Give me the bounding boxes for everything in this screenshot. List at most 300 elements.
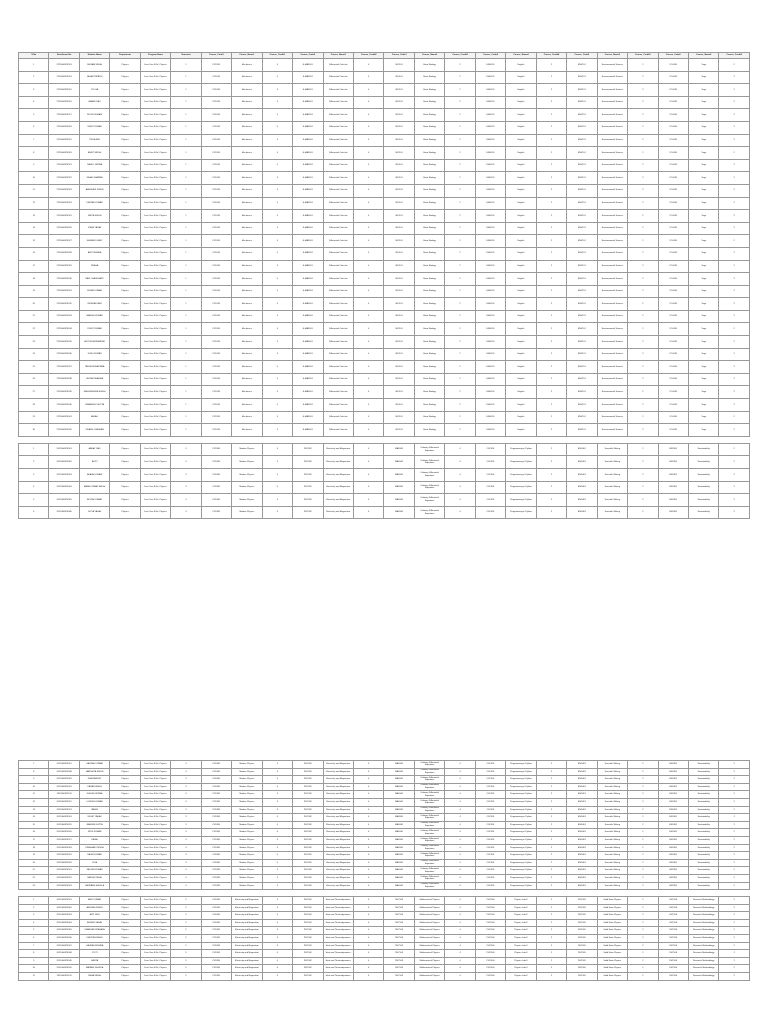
table-cell: Physics <box>110 121 140 134</box>
table-cell: 4 <box>353 71 383 84</box>
table-cell: 4 <box>353 957 383 965</box>
table-cell: 2 <box>719 411 750 424</box>
table-cell: BIO101 <box>384 373 414 386</box>
table-cell: YOG101 <box>658 386 688 399</box>
table-row <box>19 950 750 958</box>
table-cell: BIO101 <box>384 235 414 248</box>
table-cell: ENV301 <box>658 844 688 852</box>
table-cell: 2 <box>536 776 566 784</box>
table-cell: PHY502 <box>293 950 323 958</box>
table-cell: Basic Biology <box>414 147 444 160</box>
table-cell: 4 <box>353 776 383 784</box>
table-cell: Environmental Science <box>597 172 627 185</box>
table-cell: Four Year B.Sc. Physics <box>140 904 170 912</box>
table-cell: 2 <box>719 147 750 160</box>
table-cell: NEHA TRIPATHI <box>79 71 109 84</box>
table-cell: 3 <box>171 852 201 860</box>
table-cell: 2223000876935 <box>49 336 79 349</box>
table-cell: PHY506 <box>658 919 688 927</box>
table-cell: YOG101 <box>658 210 688 223</box>
table-cell: Physics <box>110 791 140 799</box>
table-cell: 2 <box>628 814 658 822</box>
table-cell: 2223000876926 <box>49 222 79 235</box>
table-cell: ENG101 <box>475 172 505 185</box>
table-cell: 4 <box>262 768 292 776</box>
table-cell: Environmental Science <box>597 424 627 437</box>
table-cell: Basic Biology <box>414 222 444 235</box>
table-cell: MAS301 <box>384 814 414 822</box>
table-cell: 9 <box>19 957 49 965</box>
table-cell: BIO101 <box>384 336 414 349</box>
table-cell: 2 <box>719 172 750 185</box>
table-cell: Four Year B.Sc. Physics <box>140 386 170 399</box>
table-row <box>19 469 750 482</box>
table-cell: CSC301 <box>475 791 505 799</box>
table-cell: AYUSH KUMAR <box>79 494 109 507</box>
table-row <box>19 481 750 494</box>
table-cell: 2021000876905 <box>49 927 79 935</box>
table-cell: 2022000876921 <box>49 867 79 875</box>
table-cell: Differential Calculus <box>323 235 353 248</box>
table-cell: ENV101 <box>567 159 597 172</box>
table-cell: ENV101 <box>567 424 597 437</box>
table-cell: CSC301 <box>475 443 505 456</box>
table-cell: YOG101 <box>658 247 688 260</box>
table-cell: ENV301 <box>658 506 688 519</box>
table-cell: 2 <box>536 456 566 469</box>
table-cell: E-MAS101 <box>293 298 323 311</box>
table-cell: 4 <box>262 361 292 374</box>
table-cell: Modern Physics <box>232 761 262 769</box>
table-cell: BIO101 <box>384 96 414 109</box>
table-cell: 2 <box>445 59 475 72</box>
table-cell: 2 <box>445 159 475 172</box>
table-cell: Ordinary Differential Equations <box>414 776 444 784</box>
table-cell: PHY302 <box>293 829 323 837</box>
table-cell: 2 <box>536 844 566 852</box>
table-cell: 2022000876919 <box>49 852 79 860</box>
table-cell: Electricity and Magnetism <box>323 882 353 890</box>
table-cell: 2 <box>445 222 475 235</box>
table-cell: 1 <box>171 134 201 147</box>
table-cell: Physics <box>110 222 140 235</box>
table-cell: Electricity and Magnetism <box>323 481 353 494</box>
table-cell: 4 <box>353 373 383 386</box>
table-row <box>19 71 750 84</box>
table-row <box>19 859 750 867</box>
table-cell: 2 <box>719 71 750 84</box>
table-cell: ENG101 <box>475 411 505 424</box>
table-cell: Four Year B.Sc. Physics <box>140 348 170 361</box>
table-cell: ANKIT SINGH <box>79 147 109 160</box>
table-cell: Four Year B.Sc. Physics <box>140 147 170 160</box>
table-cell: BIO101 <box>384 424 414 437</box>
table-cell: 2021000876911 <box>49 973 79 981</box>
table-cell: 2 <box>628 950 658 958</box>
table-cell: Scientific Writing <box>597 768 627 776</box>
table-cell: 2 <box>719 494 750 507</box>
table-cell: E-MAS101 <box>293 260 323 273</box>
table-cell: 4 <box>262 829 292 837</box>
table-cell: 2223000876933 <box>49 310 79 323</box>
table-cell: Yoga <box>688 134 718 147</box>
table-cell: Electricity and Magnetism <box>323 783 353 791</box>
table-cell: 3 <box>19 469 49 482</box>
table-cell: 4 <box>262 874 292 882</box>
table-row <box>19 783 750 791</box>
table-cell: ENG101 <box>475 84 505 97</box>
table-cell: PHY301 <box>201 443 231 456</box>
table-cell: 21 <box>19 310 49 323</box>
table-cell: 5 <box>171 897 201 905</box>
table-cell: ROHIT KUMAR <box>79 323 109 336</box>
table-cell: Four Year B.Sc. Physics <box>140 791 170 799</box>
table-cell: Programming in Python <box>506 836 536 844</box>
table-cell: 20 <box>19 298 49 311</box>
table-cell: English <box>506 260 536 273</box>
table-cell: Mathematical Physics <box>414 904 444 912</box>
table-cell: YOG101 <box>658 411 688 424</box>
table-cell: ENV101 <box>567 235 597 248</box>
table-cell: 4 <box>445 904 475 912</box>
table-cell: 13 <box>19 210 49 223</box>
table-cell: 2223000876942 <box>49 424 79 437</box>
table-cell: PHY302 <box>293 761 323 769</box>
table-cell: AMIT KUMAR <box>79 897 109 905</box>
table-cell: PHY504 <box>475 950 505 958</box>
table-cell: 2 <box>628 260 658 273</box>
table-cell: Yoga <box>688 260 718 273</box>
table-cell: Sustainability <box>688 456 718 469</box>
table-cell: English <box>506 411 536 424</box>
table-cell: Mathematical Physics <box>414 957 444 965</box>
table-cell: AMAN KUMAR SINGH <box>79 481 109 494</box>
table-cell: 4 <box>262 285 292 298</box>
table-cell: 4 <box>262 399 292 412</box>
table-cell: 2022000876912 <box>49 798 79 806</box>
table-cell: Mechanics <box>232 399 262 412</box>
table-cell: PHY301 <box>201 821 231 829</box>
table-cell: ABHAY RAO <box>79 443 109 456</box>
table-cell: Four Year B.Sc. Physics <box>140 197 170 210</box>
table-cell: Differential Calculus <box>323 285 353 298</box>
table-cell: Physics <box>110 361 140 374</box>
table-cell: 2 <box>628 882 658 890</box>
table-cell: ENV301 <box>658 469 688 482</box>
table-cell: Yoga <box>688 273 718 286</box>
table-cell: PHY501 <box>201 927 231 935</box>
table-cell: E-MAS101 <box>293 411 323 424</box>
table-cell: E-MAS101 <box>293 323 323 336</box>
table-cell: 2 <box>536 912 566 920</box>
table-cell: English <box>506 59 536 72</box>
table-cell: 4 <box>353 443 383 456</box>
table-cell: 2 <box>719 806 750 814</box>
table-cell: Ordinary Differential Equations <box>414 859 444 867</box>
table-cell: Differential Calculus <box>323 84 353 97</box>
table-cell: BIO101 <box>384 323 414 336</box>
table-cell: ENV301 <box>658 791 688 799</box>
table-cell: Modern Physics <box>232 481 262 494</box>
table-cell: YOG101 <box>658 147 688 160</box>
table-cell: 2 <box>719 829 750 837</box>
table-cell: PHY503 <box>384 904 414 912</box>
table-cell: PHY302 <box>293 814 323 822</box>
table-cell: Physics <box>110 134 140 147</box>
table-cell: Mechanics <box>232 222 262 235</box>
table-cell: 4 <box>353 506 383 519</box>
table-cell: Sustainability <box>688 798 718 806</box>
table-cell: MAS301 <box>384 776 414 784</box>
table-cell: ENV101 <box>567 134 597 147</box>
table-cell: 4 <box>353 260 383 273</box>
table-cell: Electricity and Magnetism <box>323 844 353 852</box>
column-header: Course_Code5 <box>567 53 597 59</box>
table-cell: Four Year B.Sc. Physics <box>140 456 170 469</box>
table-cell: PHY504 <box>475 942 505 950</box>
table-cell: Electricity and Magnetism <box>323 456 353 469</box>
table-cell: Modern Physics <box>232 791 262 799</box>
table-cell: Electricity and Magnetism <box>323 821 353 829</box>
table-cell: Programming in Python <box>506 882 536 890</box>
table-cell: Physics <box>110 783 140 791</box>
table-cell: 2 <box>445 134 475 147</box>
table-cell: Scientific Writing <box>597 443 627 456</box>
table-cell: Scientific Writing <box>597 494 627 507</box>
table-cell: Physics <box>110 965 140 973</box>
table-cell: Sustainability <box>688 844 718 852</box>
table-cell: 2 <box>445 109 475 122</box>
table-cell: Sustainability <box>688 821 718 829</box>
table-cell: Mechanics <box>232 298 262 311</box>
table-cell: Environmental Science <box>597 386 627 399</box>
table-cell: 16 <box>19 247 49 260</box>
table-cell: English <box>506 348 536 361</box>
table-cell: Ordinary Differential Equations <box>414 783 444 791</box>
table-cell: NEHA SINGH <box>79 973 109 981</box>
table-cell: 1 <box>171 197 201 210</box>
table-cell: 2 <box>628 927 658 935</box>
table-cell: 5 <box>171 904 201 912</box>
table-cell: 27 <box>19 386 49 399</box>
table-cell: PHY506 <box>658 942 688 950</box>
table-cell: Mechanics <box>232 373 262 386</box>
table-cell: 4 <box>353 912 383 920</box>
table-cell: 2 <box>445 147 475 160</box>
table-cell: 2 <box>536 172 566 185</box>
table-cell: 2022000876917 <box>49 836 79 844</box>
table-cell: Yoga <box>688 59 718 72</box>
table-cell: 2 <box>628 469 658 482</box>
table-cell: Mechanics <box>232 109 262 122</box>
table-cell: English <box>506 273 536 286</box>
table-cell: Electricity and Magnetism <box>323 852 353 860</box>
table-cell: Yoga <box>688 197 718 210</box>
table-cell: Sustainability <box>688 494 718 507</box>
table-cell: 2 <box>445 260 475 273</box>
table-cell: 1 <box>171 159 201 172</box>
table-cell: 1 <box>171 285 201 298</box>
table-cell: Electricity and Magnetism <box>232 919 262 927</box>
table-cell: PHY502 <box>293 927 323 935</box>
table-cell: ENV301 <box>658 806 688 814</box>
table-cell: 2223000876927 <box>49 235 79 248</box>
table-cell: 4 <box>262 273 292 286</box>
table-cell: 4 <box>445 768 475 776</box>
column-header: Course_Credit1 <box>262 53 292 59</box>
table-cell: 2 <box>719 424 750 437</box>
table-cell: PHY101 <box>201 59 231 72</box>
table-cell: 2 <box>445 96 475 109</box>
table-cell: Solid State Physics <box>597 897 627 905</box>
table-cell: Four Year B.Sc. Physics <box>140 298 170 311</box>
table-cell: Four Year B.Sc. Physics <box>140 882 170 890</box>
table-cell: 4 <box>353 768 383 776</box>
table-cell: KARAN SINGH <box>79 783 109 791</box>
table-cell: 2 <box>719 109 750 122</box>
table-cell: PHY302 <box>293 806 323 814</box>
column-header: Course_Credit6 <box>719 53 750 59</box>
table-cell: 3 <box>171 874 201 882</box>
table-cell: TANYA SRIVASTAVA <box>79 361 109 374</box>
table-cell: RAGHVENDRA SINGH <box>79 386 109 399</box>
table-cell: 2 <box>536 506 566 519</box>
table-cell: POOJA <box>79 84 109 97</box>
table-cell: 2 <box>719 919 750 927</box>
table-cell: Ordinary Differential Equations <box>414 456 444 469</box>
table-cell: Ordinary Differential Equations <box>414 829 444 837</box>
table-cell: 2 <box>445 323 475 336</box>
table-cell: 2 <box>628 348 658 361</box>
table-cell: 2 <box>719 247 750 260</box>
table-cell: NIKITA SINGH <box>79 210 109 223</box>
table-cell: PHY506 <box>658 950 688 958</box>
table-cell: Electricity and Magnetism <box>323 836 353 844</box>
table-cell: 3 <box>19 912 49 920</box>
table-cell: Four Year B.Sc. Physics <box>140 494 170 507</box>
table-cell: Differential Calculus <box>323 222 353 235</box>
table-cell: 4 <box>353 159 383 172</box>
table-cell: 2 <box>628 965 658 973</box>
table-cell: PHY505 <box>567 927 597 935</box>
table-cell: 4 <box>445 965 475 973</box>
table-cell: PRASHANT SINGH <box>79 844 109 852</box>
table-cell: 2 <box>445 235 475 248</box>
table-cell: DEEPIKA SINGH <box>79 935 109 943</box>
table-cell: 2 <box>536 222 566 235</box>
table-cell: 4 <box>262 386 292 399</box>
table-cell: 2 <box>719 821 750 829</box>
table-cell: Electricity and Magnetism <box>323 776 353 784</box>
table-cell: 2 <box>719 874 750 882</box>
table-cell: E-MAS101 <box>293 424 323 437</box>
table-cell: 4 <box>445 821 475 829</box>
table-cell: 2 <box>536 273 566 286</box>
column-header: Course_Name4 <box>506 53 536 59</box>
table-cell: PHY301 <box>201 852 231 860</box>
table-cell: PHY101 <box>201 348 231 361</box>
table-cell: 4 <box>353 411 383 424</box>
table-cell: YOG101 <box>658 96 688 109</box>
table-cell: PHY101 <box>201 172 231 185</box>
table-cell: ENG101 <box>475 147 505 160</box>
table-cell: Four Year B.Sc. Physics <box>140 957 170 965</box>
table-cell: CSC301 <box>475 768 505 776</box>
table-cell: Physics <box>110 874 140 882</box>
table-cell: CHANDAN PRAKASH <box>79 927 109 935</box>
table-cell: Yoga <box>688 361 718 374</box>
table-cell: PHY101 <box>201 222 231 235</box>
table-cell: Mathematical Physics <box>414 897 444 905</box>
table-cell: Environmental Science <box>597 361 627 374</box>
table-cell: PHY302 <box>293 852 323 860</box>
table-cell: GAURAV MISHRA <box>79 942 109 950</box>
table-cell: 4 <box>262 456 292 469</box>
table-cell: Sustainability <box>688 859 718 867</box>
table-cell: Electricity and Magnetism <box>323 874 353 882</box>
table-cell: MOHIT YADAV <box>79 814 109 822</box>
table-cell: Sustainability <box>688 806 718 814</box>
table-cell: Scientific Writing <box>597 882 627 890</box>
table-cell: 2022000876915 <box>49 821 79 829</box>
table-cell: Differential Calculus <box>323 399 353 412</box>
table-cell: Scientific Writing <box>597 776 627 784</box>
table-cell: PHY101 <box>201 159 231 172</box>
table-cell: Research Methodology <box>688 973 718 981</box>
table-cell: YOG101 <box>658 222 688 235</box>
table-cell: BIO101 <box>384 386 414 399</box>
table-cell: 2 <box>719 310 750 323</box>
table-cell: 2223000876918 <box>49 121 79 134</box>
column-header: S.No <box>19 53 49 59</box>
table-cell: Physics <box>110 59 140 72</box>
table-cell: 4 <box>262 336 292 349</box>
table-cell: SURAJ KUMAR <box>79 285 109 298</box>
table-cell: SHYAM SHARMA <box>79 373 109 386</box>
table-cell: 4 <box>445 443 475 456</box>
table-cell: 2 <box>536 874 566 882</box>
table-row <box>19 506 750 519</box>
table-cell: 3 <box>171 481 201 494</box>
table-cell: 2 <box>536 210 566 223</box>
table-cell: ENG301 <box>567 829 597 837</box>
table-cell: 2022000876903 <box>49 469 79 482</box>
table-cell: English <box>506 386 536 399</box>
table-cell: Four Year B.Sc. Physics <box>140 109 170 122</box>
table-cell: YOG101 <box>658 373 688 386</box>
table-cell: 7 <box>19 134 49 147</box>
table-cell: CSC301 <box>475 844 505 852</box>
table-cell: E-MAS101 <box>293 159 323 172</box>
table-cell: Programming in Python <box>506 783 536 791</box>
table-cell: ENV301 <box>658 859 688 867</box>
table-cell: 2223000876936 <box>49 348 79 361</box>
table-cell: Four Year B.Sc. Physics <box>140 806 170 814</box>
table-cell: 2 <box>628 836 658 844</box>
table-cell: PHY301 <box>201 506 231 519</box>
table-cell: 2022000876922 <box>49 874 79 882</box>
table-cell: ENG101 <box>475 184 505 197</box>
table-cell: PHY101 <box>201 310 231 323</box>
table-cell: 1 <box>171 348 201 361</box>
table-cell: Physics <box>110 247 140 260</box>
table-cell: 4 <box>353 84 383 97</box>
table-cell: 4 <box>445 957 475 965</box>
table-cell: 2 <box>445 247 475 260</box>
table-cell: ENV101 <box>567 273 597 286</box>
table-cell: 4 <box>445 897 475 905</box>
table-cell: Heat and Thermodynamics <box>323 942 353 950</box>
